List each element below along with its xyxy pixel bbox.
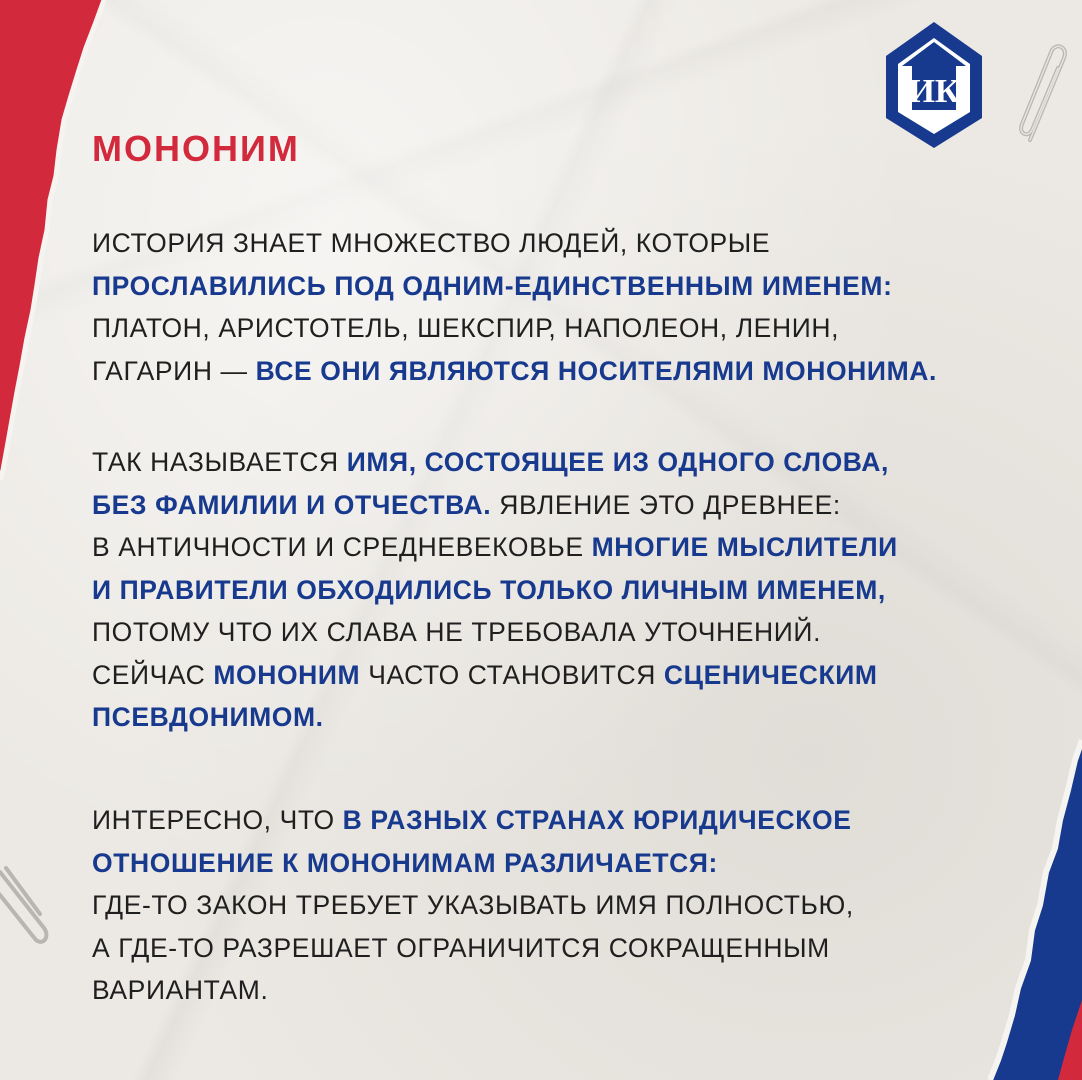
highlight-text: БЕЗ ФАМИЛИИ И ОТЧЕСТВА. <box>92 489 492 520</box>
highlight-text: МНОГИЕ МЫСЛИТЕЛИ <box>591 532 898 562</box>
body-text: ГАГАРИН — <box>92 355 256 386</box>
body-text: А ГДЕ-ТО РАЗРЕШАЕТ ОГРАНИЧИТСЯ СОКРАЩЕННЫМ <box>92 932 830 963</box>
highlight-text: СЦЕНИЧЕСКИМ <box>663 659 878 690</box>
highlight-text: И ПРАВИТЕЛИ ОБХОДИЛИСЬ ТОЛЬКО ЛИЧНЫМ ИМЕНЕМ, <box>92 574 886 605</box>
paperclip-icon <box>1010 40 1080 150</box>
highlight-text: ВСЕ ОНИ ЯВЛЯЮТСЯ НОСИТЕЛЯМИ МОНОНИМА. <box>255 355 937 386</box>
paragraph-3 <box>92 799 1052 1012</box>
house-hexagon-logo-icon <box>878 18 990 154</box>
body-text: ТАК НАЗЫВАЕТСЯ <box>92 447 347 477</box>
body-text: ПОТОМУ ЧТО ИХ СЛАВА НЕ ТРЕБОВАЛА УТОЧНЕНИЙ. <box>92 617 822 647</box>
highlight-text: ПРОСЛАВИЛИСЬ ПОД ОДНИМ-ЕДИНСТВЕННЫМ ИМЕНЕМ: <box>92 270 893 301</box>
body-text: СЕЙЧАС <box>92 659 214 690</box>
body-text: ВАРИАНТАМ. <box>92 975 269 1005</box>
body-text: ЧАСТО СТАНОВИТСЯ <box>360 659 664 690</box>
body-text: ИСТОРИЯ ЗНАЕТ МНОЖЕСТВО ЛЮДЕЙ, КОТОРЫЕ <box>92 228 771 258</box>
body-text: ЯВЛЕНИЕ ЭТО ДРЕВНЕЕ: <box>491 489 841 520</box>
highlight-text: ПСЕВДОНИМОМ. <box>92 702 324 732</box>
body-text: ИНТЕРЕСНО, ЧТО <box>92 805 343 835</box>
highlight-text: В РАЗНЫХ СТРАНАХ ЮРИДИЧЕСКОЕ <box>342 805 852 835</box>
highlight-text: ОТНОШЕНИЕ К МОНОНИМАМ РАЗЛИЧАЕТСЯ: <box>92 847 718 878</box>
body-text: ПЛАТОН, АРИСТОТЕЛЬ, ШЕКСПИР, НАПОЛЕОН, ЛЕНИН, <box>92 313 840 343</box>
highlight-text: МОНОНИМ <box>213 659 361 690</box>
paragraph-1 <box>92 222 1052 392</box>
body-text: ГДЕ-ТО ЗАКОН ТРЕБУЕТ УКАЗЫВАТЬ ИМЯ ПОЛНОСТЬЮ, <box>92 890 854 920</box>
paragraph-2 <box>92 441 1052 739</box>
page-title: МОНОНИМ <box>92 128 300 169</box>
logo-text: ИК <box>908 73 960 110</box>
body-text: В АНТИЧНОСТИ И СРЕДНЕВЕКОВЬЕ <box>92 532 592 562</box>
highlight-text: ИМЯ, СОСТОЯЩЕЕ ИЗ ОДНОГО СЛОВА, <box>346 447 889 477</box>
paperclip-icon <box>0 862 60 952</box>
